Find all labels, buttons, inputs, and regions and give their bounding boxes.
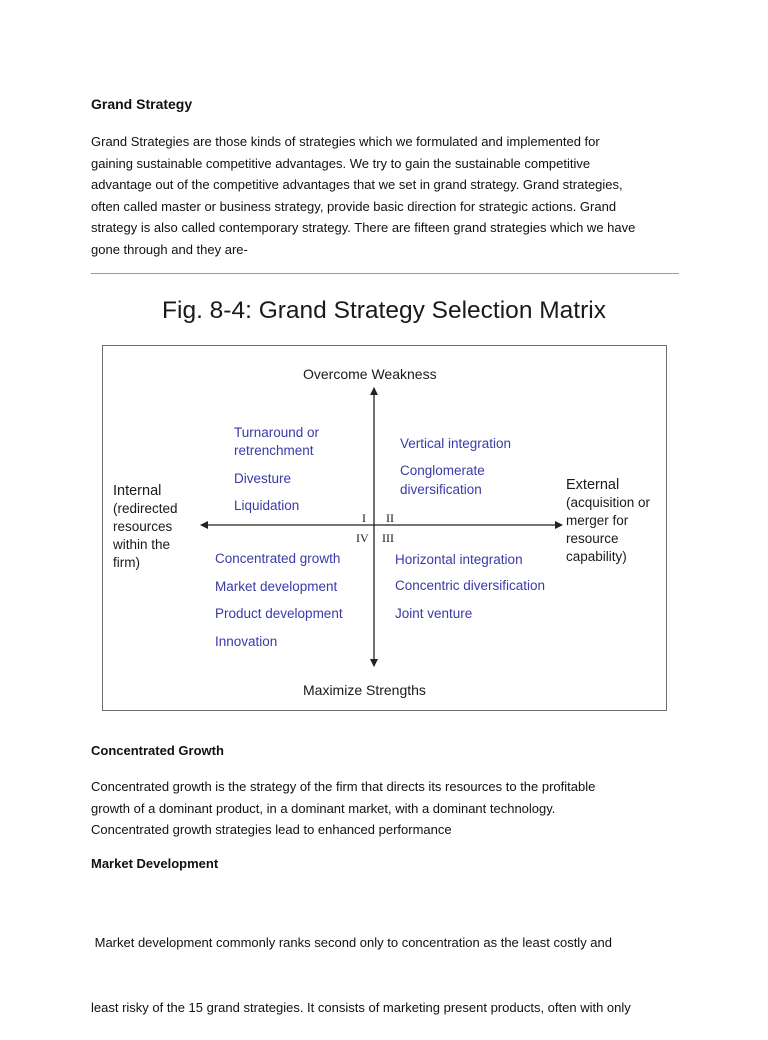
quadrant-number-II: II [386, 511, 394, 525]
right-axis-label: External (acquisition or merger for resource capability) [566, 477, 651, 564]
quadrant-number-III: III [382, 531, 394, 545]
quadrant-I-item: Liquidation [234, 498, 300, 513]
quadrant-II-item: diversification [400, 482, 482, 497]
quadrant-IV-item: Product development [215, 606, 343, 621]
concentrated-growth-paragraph [91, 776, 681, 841]
grand-strategy-matrix [102, 345, 667, 711]
quadrant-IV-item: Innovation [215, 634, 278, 649]
intro-line: often called master or business strategy, provide basic direction for strategic actions. Grand [91, 198, 617, 214]
intro-paragraph [91, 131, 681, 260]
section-heading-concentrated-growth: Concentrated Growth [91, 743, 224, 758]
quadrant-IV-item: Market development [215, 579, 338, 594]
quadrant-III-item: Concentric diversification [395, 578, 546, 593]
quadrant-I-item: Divesture [234, 471, 292, 486]
intro-line: gaining sustainable competitive advantages. We try to gain the sustainable competitive [91, 155, 591, 171]
intro-line: advantage out of the competitive advantages that we set in grand strategy. Grand strategies, [91, 177, 623, 192]
section-heading-market-development: Market Development [91, 856, 219, 871]
quadrant-number-IV: IV [356, 531, 369, 545]
quadrant-III-item: Horizontal integration [395, 552, 523, 567]
quadrant-II-item: Vertical integration [400, 436, 512, 451]
quadrant-III-item: Joint venture [395, 606, 473, 621]
intro-line: gone through and they are- [91, 241, 248, 257]
left-axis-label: Internal (redirected resources within the firm) [113, 483, 178, 570]
bottom-axis-label: Maximize Strengths [303, 682, 426, 698]
paragraph-line: Concentrated growth strategies lead to enhanced performance [91, 822, 452, 837]
quadrant-IV-item: Concentrated growth [215, 551, 341, 566]
horizontal-divider [91, 273, 679, 274]
quadrant-II-item: Conglomerate [400, 463, 485, 478]
quadrant-I-item: Turnaround or [234, 425, 320, 440]
top-axis-label: Overcome Weakness [303, 366, 437, 382]
market-development-paragraph [91, 889, 681, 1040]
section-heading-grand-strategy: Grand Strategy [91, 96, 193, 112]
paragraph-line: least risky of the 15 grand strategies. It consists of marketing present products, often with only [91, 999, 631, 1015]
intro-line: strategy is also called contemporary strategy. There are fifteen grand strategies which we have [91, 220, 636, 235]
paragraph-line: Concentrated growth is the strategy of the firm that directs its resources to the profitable [91, 779, 596, 794]
intro-line: Grand Strategies are those kinds of strategies which we formulated and implemented for [91, 134, 600, 149]
paragraph-line: Market development commonly ranks second only to concentration as the least costly and [91, 935, 612, 950]
quadrant-number-I: I [362, 511, 366, 525]
quadrant-I-item: retrenchment [234, 443, 314, 458]
paragraph-line: growth of a dominant product, in a dominant market, with a dominant technology. [91, 800, 556, 816]
figure-title: Fig. 8-4: Grand Strategy Selection Matrix [162, 297, 606, 324]
